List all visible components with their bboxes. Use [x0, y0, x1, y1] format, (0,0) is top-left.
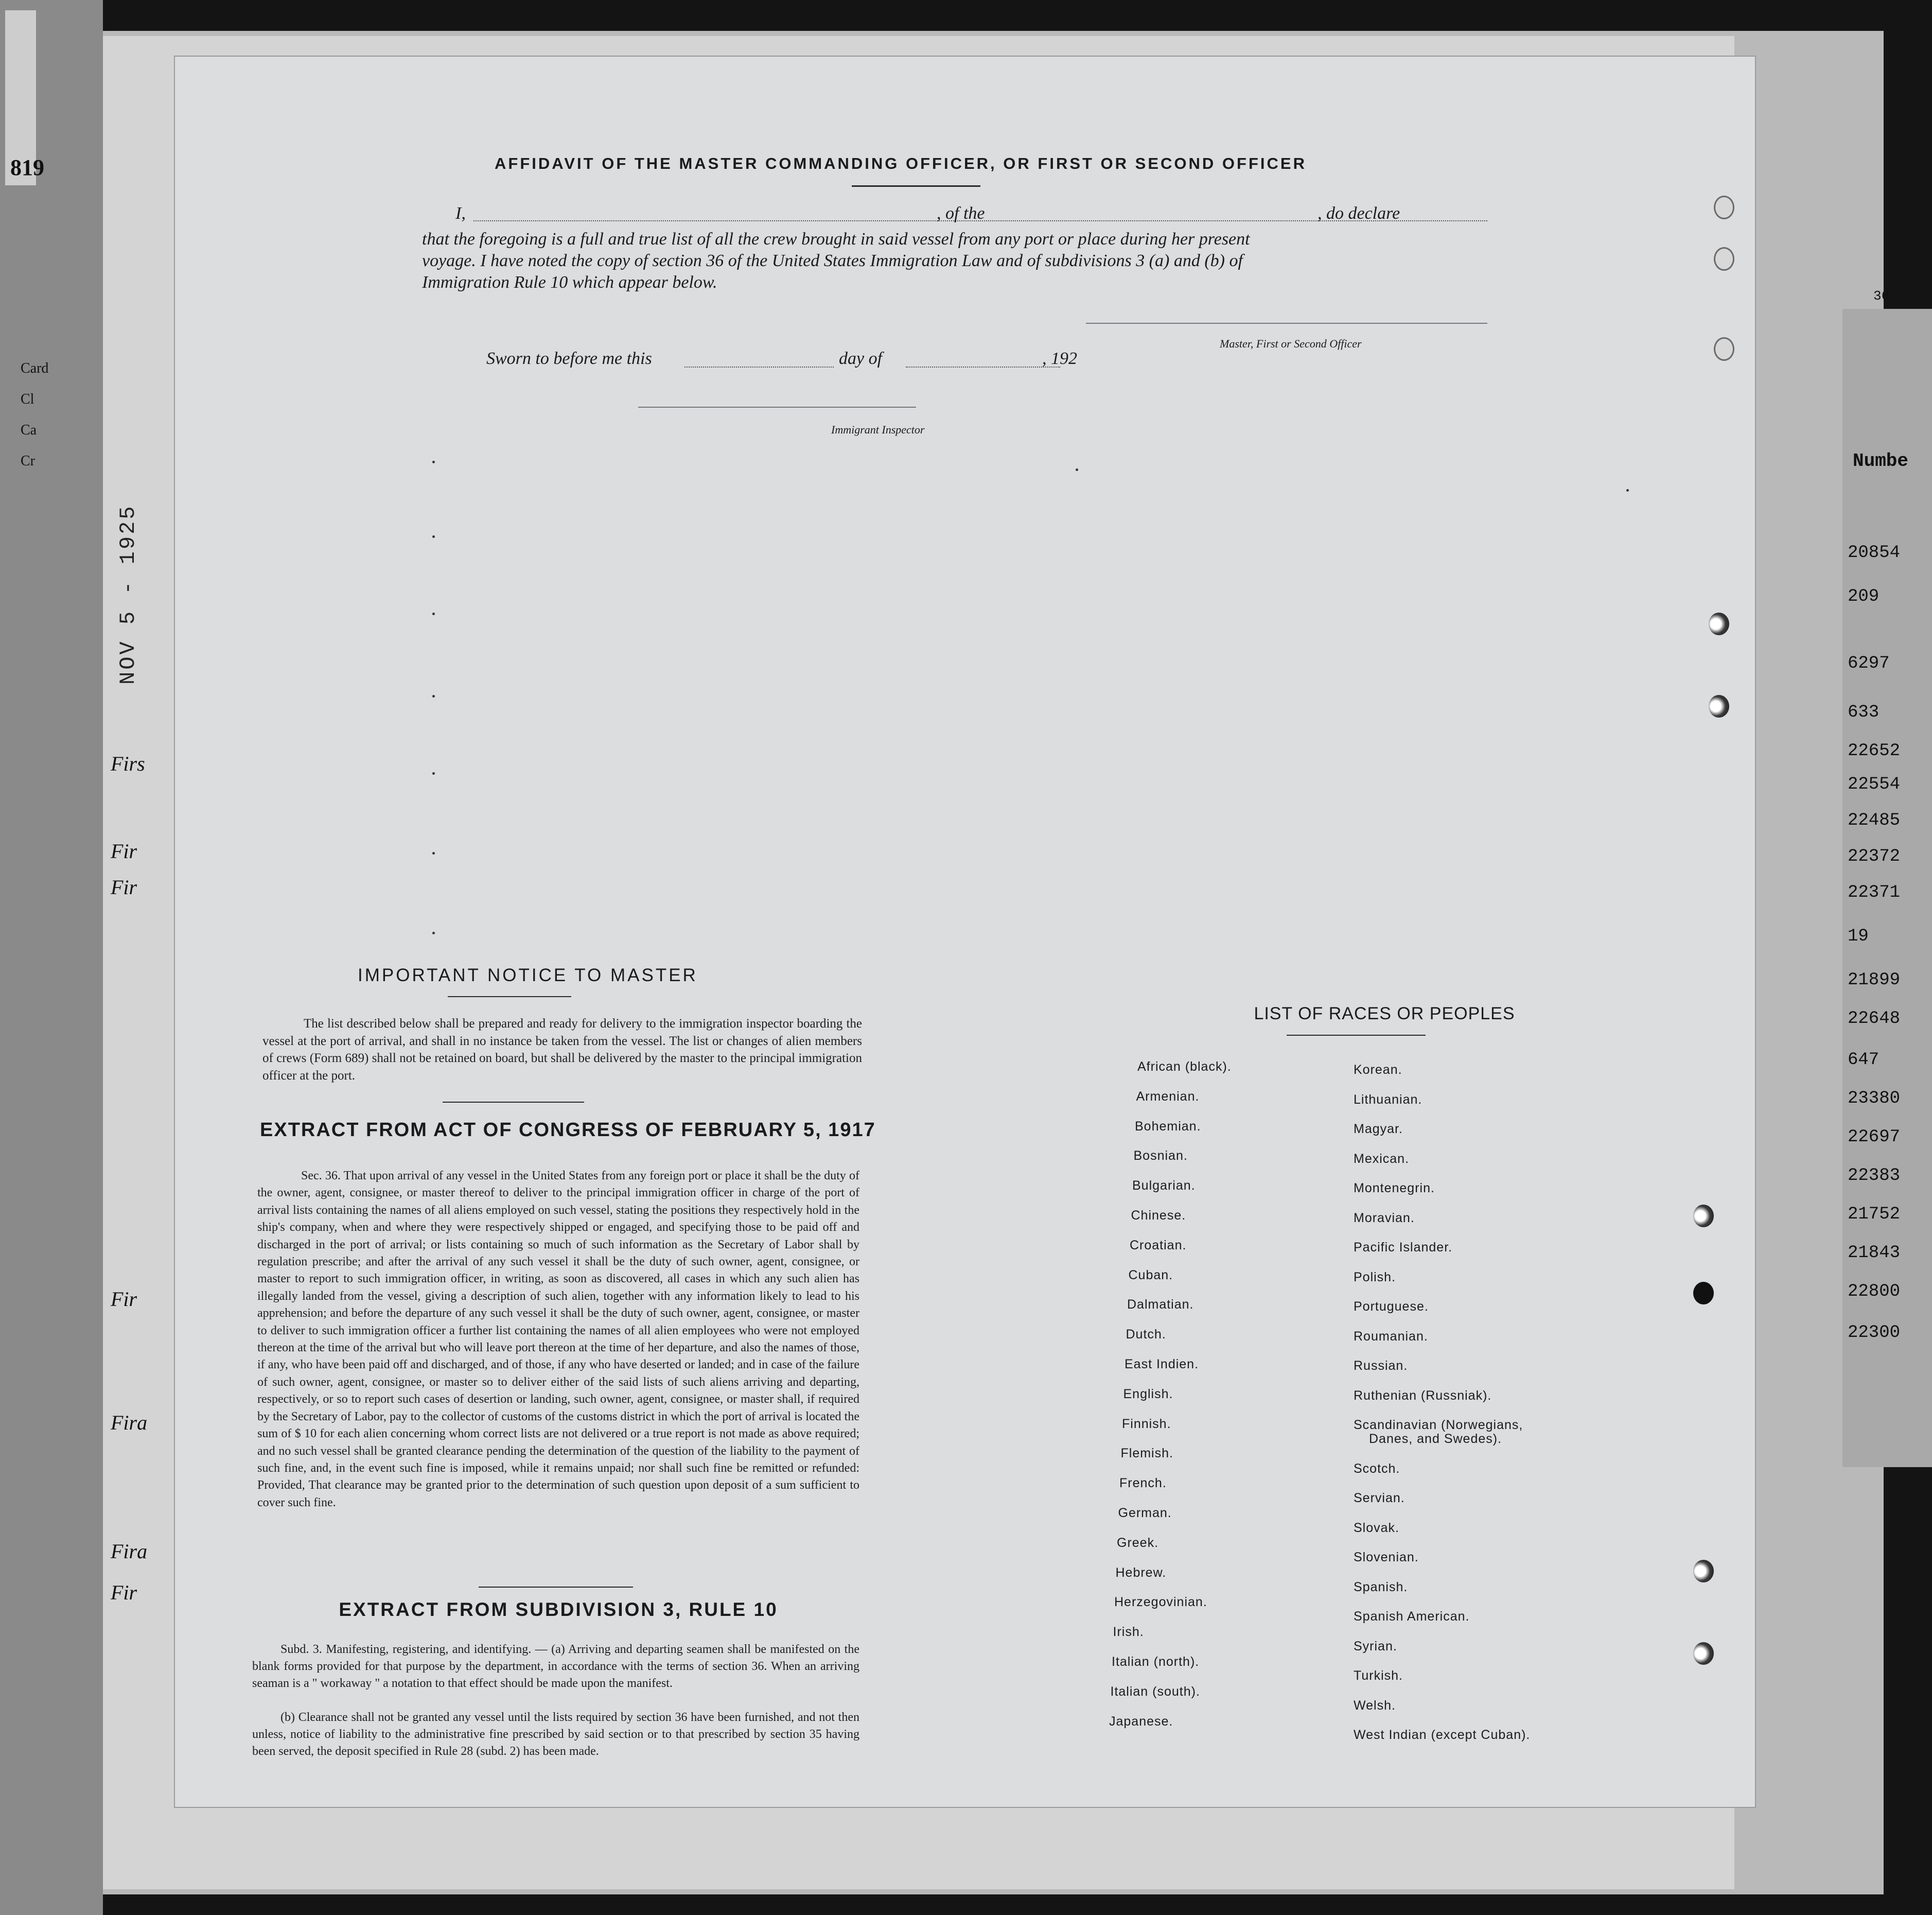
stub-label: Cr — [21, 453, 35, 469]
inspector-signature-line — [638, 407, 916, 408]
vessel-blank — [1009, 220, 1487, 221]
notice-body: The list described below shall be prepared and ready for delivery to the immigration inspector boarding the vessel at the port of arrival, and shall in no instance be taken from the vessel. The list or changes of alien members of crews (Form 689) shall not be retained on board, but shall be delivered by the master to the principal immigration officer at the port. — [262, 1017, 862, 1083]
rule-title: EXTRACT FROM SUBDIVISION 3, RULE 10 — [339, 1599, 778, 1620]
mark — [1626, 489, 1629, 492]
race-item: French. — [1119, 1476, 1167, 1491]
mark — [432, 613, 435, 615]
race-item: Croatian. — [1130, 1238, 1187, 1252]
race-item: West Indian (except Cuban). — [1354, 1728, 1531, 1742]
right-ledger — [1842, 288, 1932, 1467]
ledger-number: 22485 — [1848, 811, 1901, 830]
race-item: Finnish. — [1122, 1416, 1171, 1431]
ledger-number: 21899 — [1848, 970, 1901, 990]
ledger-number: 647 — [1848, 1050, 1880, 1070]
affidavit-title: AFFIDAVIT OF THE MASTER COMMANDING OFFICER, OR FIRST OR SECOND OFFICER — [495, 154, 1307, 172]
binder-hole — [1693, 1642, 1714, 1665]
stub-entry: Fir — [111, 840, 137, 863]
divider — [479, 1587, 633, 1588]
race-item: Chinese. — [1131, 1208, 1186, 1223]
mark — [432, 535, 435, 538]
binder-hole — [1709, 613, 1729, 635]
ledger-number: 22372 — [1848, 847, 1901, 866]
race-item: African (black). — [1137, 1059, 1232, 1074]
race-item: Japanese. — [1109, 1714, 1173, 1729]
race-item: Spanish American. — [1354, 1609, 1470, 1624]
affidavit-line: voyage. I have noted the copy of section 36 of the United States Immigration Law and of subdivisions 3 (a) and (b) of — [422, 251, 1243, 270]
race-item: Italian (south). — [1110, 1684, 1200, 1699]
race-item: Korean. — [1354, 1063, 1402, 1077]
manifest-page — [175, 57, 1755, 1807]
races-title: LIST OF RACES OR PEOPLES — [1254, 1004, 1515, 1023]
mark — [1076, 468, 1078, 471]
ledger-number: 22371 — [1848, 883, 1901, 902]
ledger-number: 23380 — [1848, 1089, 1901, 1108]
race-item: Bohemian. — [1135, 1119, 1201, 1134]
ledger-number: 209 — [1848, 587, 1880, 606]
race-item: Mexican. — [1354, 1151, 1410, 1166]
affidavit-declare: , do declare — [1318, 204, 1400, 223]
affidavit-line: Immigration Rule 10 which appear below. — [422, 273, 717, 292]
stub-entry: Firs — [111, 752, 145, 775]
race-item: Ruthenian (Russniak). — [1354, 1388, 1492, 1403]
race-item: Slovak. — [1354, 1520, 1399, 1535]
binder-hole — [1714, 196, 1734, 219]
binder-hole — [1693, 1282, 1714, 1304]
ledger-number: 22554 — [1848, 775, 1901, 794]
affidavit-i: I, — [455, 204, 466, 223]
race-item: Scotch. — [1354, 1461, 1400, 1476]
race-item: German. — [1118, 1506, 1172, 1520]
month-blank — [906, 367, 1060, 368]
ledger-number: 19 — [1848, 927, 1869, 946]
race-item: Cuban. — [1128, 1267, 1173, 1282]
ledger-number: 20854 — [1848, 543, 1901, 563]
sworn-label: Sworn to before me this — [486, 349, 652, 368]
race-item: Slovenian. — [1354, 1550, 1419, 1564]
ledger-number: 22697 — [1848, 1127, 1901, 1147]
race-item: Scandinavian (Norwegians, — [1354, 1418, 1523, 1432]
year-label: , 192 — [1042, 349, 1077, 368]
race-item: Portuguese. — [1354, 1299, 1429, 1314]
mark — [432, 772, 435, 775]
affidavit-line: that the foregoing is a full and true list of all the crew brought in said vessel from any port or place during her present — [422, 230, 1250, 249]
stub-label: Card — [21, 360, 49, 376]
stub-label: Cl — [21, 391, 34, 407]
race-item: Danes, and Swedes). — [1369, 1432, 1502, 1446]
race-item: Turkish. — [1354, 1668, 1403, 1683]
race-item: Italian (north). — [1112, 1655, 1200, 1669]
race-item: Welsh. — [1354, 1698, 1396, 1713]
ledger-number: 21843 — [1848, 1243, 1901, 1263]
ledger-number: 633 — [1848, 703, 1880, 722]
notice-title: IMPORTANT NOTICE TO MASTER — [358, 965, 698, 985]
race-item: Armenian. — [1136, 1089, 1200, 1104]
race-item: Pacific Islander. — [1354, 1240, 1453, 1255]
race-item: English. — [1123, 1386, 1173, 1401]
race-item: Roumanian. — [1354, 1329, 1428, 1344]
race-item: Irish. — [1113, 1625, 1144, 1640]
race-item: Servian. — [1354, 1491, 1405, 1505]
binder-hole — [1693, 1205, 1714, 1227]
received-date-stamp: NOV 5 - 1925 — [116, 504, 140, 685]
ledger-number: 6297 — [1848, 654, 1890, 673]
binder-hole — [1709, 695, 1729, 718]
act-title: EXTRACT FROM ACT OF CONGRESS OF FEBRUARY 5, 1917 — [260, 1119, 876, 1141]
race-item: Dalmatian. — [1127, 1297, 1194, 1312]
stub-entry: Fir — [111, 876, 137, 899]
race-item: Lithuanian. — [1354, 1092, 1422, 1107]
stub-entry: Fir — [111, 1581, 137, 1604]
ledger-number: 22383 — [1848, 1166, 1901, 1186]
ledger-page-number: 36 — [1873, 288, 1890, 304]
act-body: Sec. 36. That upon arrival of any vessel in the United States from any foreign port or place it shall be the duty of the owner, agent, consignee, or master thereof to deliver to the principal immigration officer in charge of the port of arrival lists containing the names of all aliens employed on such vessel, stating the positions they respectively hold in the ship's company, when and where they were respectively shipped or engaged, and specifying those to be paid off and discharged in the port of arrival; or lists containing so much of such information as the Secretary of Labor shall by regulation prescribe; and after the arrival of any such vessel it shall be the duty of such owner, agent, consignee, or master to report to such immigration officer, in writing, as soon as discovered, all cases in which any such alien has illegally landed from the vessel, giving a description of such alien, together with any information likely to lead to his apprehension; and before the departure of any such vessel it shall be the duty of such owner, agent, consignee, or master to deliver to such immigration officer a further list containing the names of all alien employees who were not employed thereon at the time of the arrival but who will leave port thereon at the time of her departure, and also the names of those, if any, who have been paid off and discharged, and of those, if any who have deserted or landed; and in case of the failure of such owner, agent, consignee, or master so to deliver either of the said lists of such aliens arriving and departing, respectively, or so to report such cases of desertion or landing, such owner, agent, consignee, or master shall, if required by the Secretary of Labor, pay to the collector of customs of the customs district in which the port of arrival is located the sum of $ 10 for each alien concerning whom correct lists are not delivered or a true report is not made as above required; and no such vessel shall be granted clearance pending the determination of the question of the liability to the payment of such fine, and, in the event such fine is imposed, while it remains unpaid; nor shall such fine be remitted or refunded: Provided, That clearance may be granted prior to the determination of such question upon deposit of a sum sufficient to cover such fine. — [257, 1169, 859, 1509]
stub-entry: Fira — [111, 1411, 148, 1434]
mark — [432, 461, 435, 463]
signature-line — [1086, 323, 1487, 324]
mark — [432, 932, 435, 934]
day-blank — [684, 367, 834, 368]
binder-hole — [1714, 247, 1734, 271]
day-of-label: day of — [839, 349, 883, 368]
rule-body-a: Subd. 3. Manifesting, registering, and identifying. — (a) Arriving and departing seamen shall be manifested on the blank forms provided for that purpose by the department, in accordance with the terms of section 36. When an arriving seaman is a " workaway " a notation to that effect should be made upon the manifest. — [252, 1643, 859, 1690]
stub-number: 819 — [10, 155, 44, 180]
stub-label: Ca — [21, 422, 37, 438]
binder-hole — [1714, 337, 1734, 361]
divider — [443, 1102, 584, 1103]
race-item: Flemish. — [1120, 1446, 1173, 1461]
race-item: Dutch. — [1126, 1327, 1166, 1342]
race-item: Bosnian. — [1133, 1148, 1188, 1163]
divider — [852, 185, 980, 187]
race-item: Spanish. — [1354, 1579, 1408, 1594]
ledger-number: 22300 — [1848, 1323, 1901, 1343]
ledger-number: 21752 — [1848, 1205, 1901, 1224]
stub-entry: Fira — [111, 1540, 148, 1563]
ledger-number: 22648 — [1848, 1009, 1901, 1029]
race-item: Hebrew. — [1115, 1565, 1167, 1580]
divider — [1287, 1035, 1426, 1036]
master-caption: Master, First or Second Officer — [1220, 337, 1362, 350]
race-item: Montenegrin. — [1354, 1181, 1435, 1195]
affidavit-of-the: , of the — [937, 204, 985, 223]
race-item: Bulgarian. — [1132, 1178, 1196, 1193]
left-stub — [0, 0, 103, 1915]
race-item: Herzegovinian. — [1114, 1595, 1207, 1610]
race-item: East Indien. — [1125, 1357, 1199, 1371]
race-item: Greek. — [1117, 1535, 1159, 1550]
divider — [448, 996, 571, 997]
ledger-number: 22800 — [1848, 1282, 1901, 1301]
race-item: Magyar. — [1354, 1122, 1403, 1136]
mark — [432, 852, 435, 855]
rule-body-b: (b) Clearance shall not be granted any vessel until the lists required by section 36 have been furnished, and not then unless, notice of liability to the administrative fine prescribed by said section or to that prescribed by section 35 having been served, the deposit specified in Rule 28 (subd. 2) has been made. — [252, 1711, 859, 1758]
mark — [432, 695, 435, 698]
ledger-number: 22652 — [1848, 741, 1901, 761]
binder-hole — [1693, 1560, 1714, 1582]
inspector-caption: Immigrant Inspector — [831, 423, 925, 436]
ledger-header: Numbe — [1853, 450, 1909, 472]
race-item: Polish. — [1354, 1269, 1396, 1284]
stub-entry: Fir — [111, 1287, 137, 1311]
race-item: Syrian. — [1354, 1639, 1397, 1653]
race-item: Russian. — [1354, 1359, 1408, 1373]
race-item: Moravian. — [1354, 1210, 1415, 1225]
